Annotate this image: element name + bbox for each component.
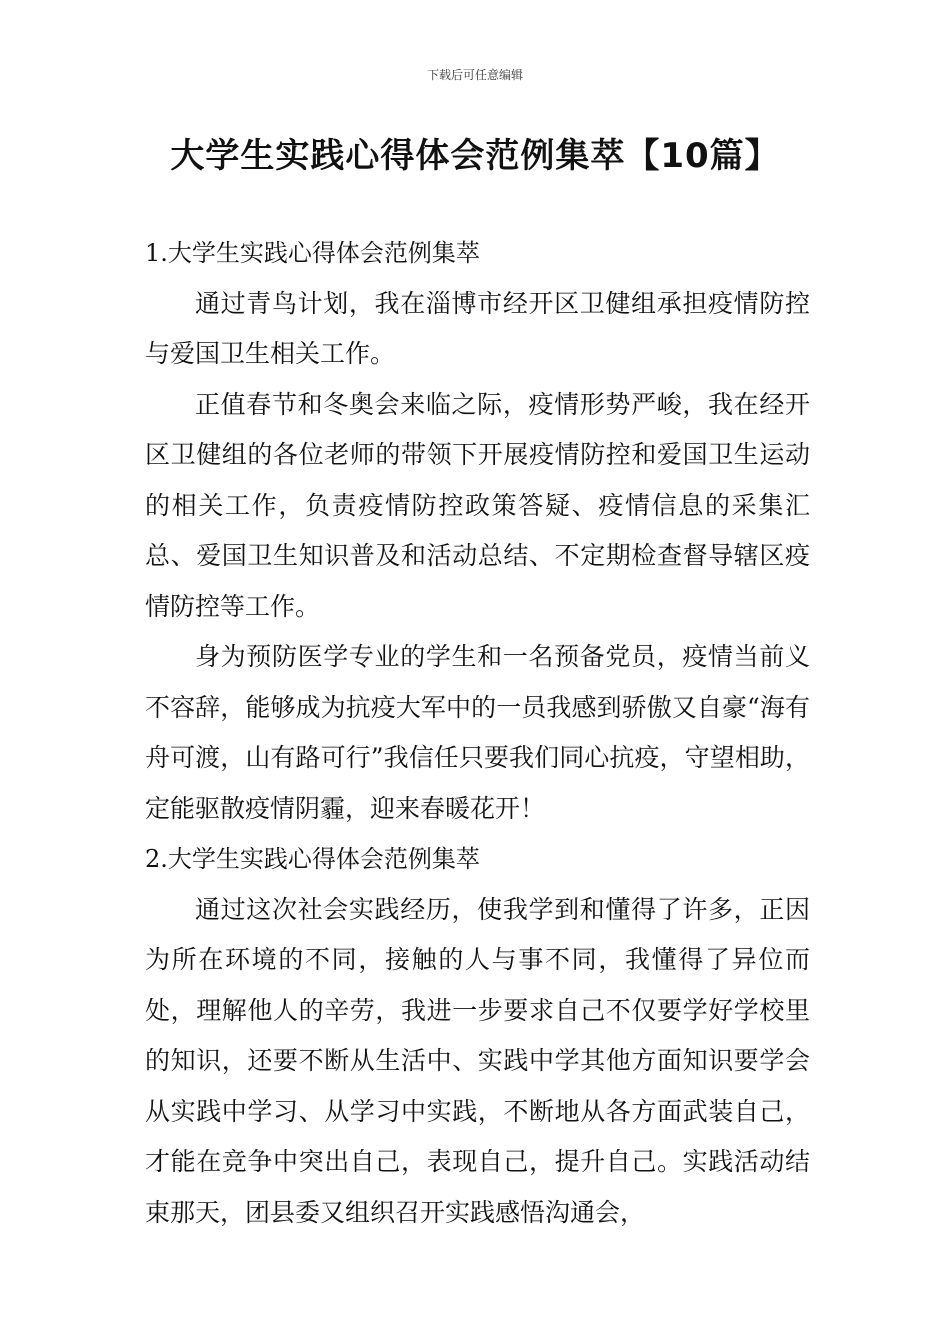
header-note: 下载后可任意编辑 <box>426 68 523 82</box>
section-heading-2: 2.大学生实践心得体会范例集萃 <box>145 845 480 873</box>
paragraph: 身为预防医学专业的学生和一名预备党员，疫情当前义不容辞，能够成为抗疫大军中的一员我感到骄傲又自豪“海有舟可渡，山有路可行”我信任只要我们同心抗疫，守望相助，定能驱散疫情阴霾，迎来春暖花开！ <box>145 642 810 823</box>
section-heading-1: 1.大学生实践心得体会范例集萃 <box>145 239 480 267</box>
document-body <box>145 228 810 1238</box>
paragraph: 通过这次社会实践经历，使我学到和懂得了许多，正因为所在环境的不同，接触的人与事不同，我懂得了异位而处，理解他人的辛劳，我进一步要求自己不仅要学好学校里的知识，还要不断从生活中、实践中学其他方面知识要学会从实践中学习、从学习中实践，不断地从各方面武装自己，才能在竞争中突出自己，表现自己，提升自己。实践活动结束那天，团县委又组织召开实践感悟沟通会， <box>145 894 810 1227</box>
paragraph: 正值春节和冬奥会来临之际，疫情形势严峻，我在经开区卫健组的各位老师的带领下开展疫情防控和爱国卫生运动的相关工作，负责疫情防控政策答疑、疫情信息的采集汇总、爱国卫生知识普及和活动总结、不定期检查督导辖区疫情防控等工作。 <box>145 389 810 621</box>
document-title: 大学生实践心得体会范例集萃【10篇】 <box>170 136 780 176</box>
paragraph: 通过青鸟计划，我在淄博市经开区卫健组承担疫情防控与爱国卫生相关工作。 <box>145 288 810 368</box>
